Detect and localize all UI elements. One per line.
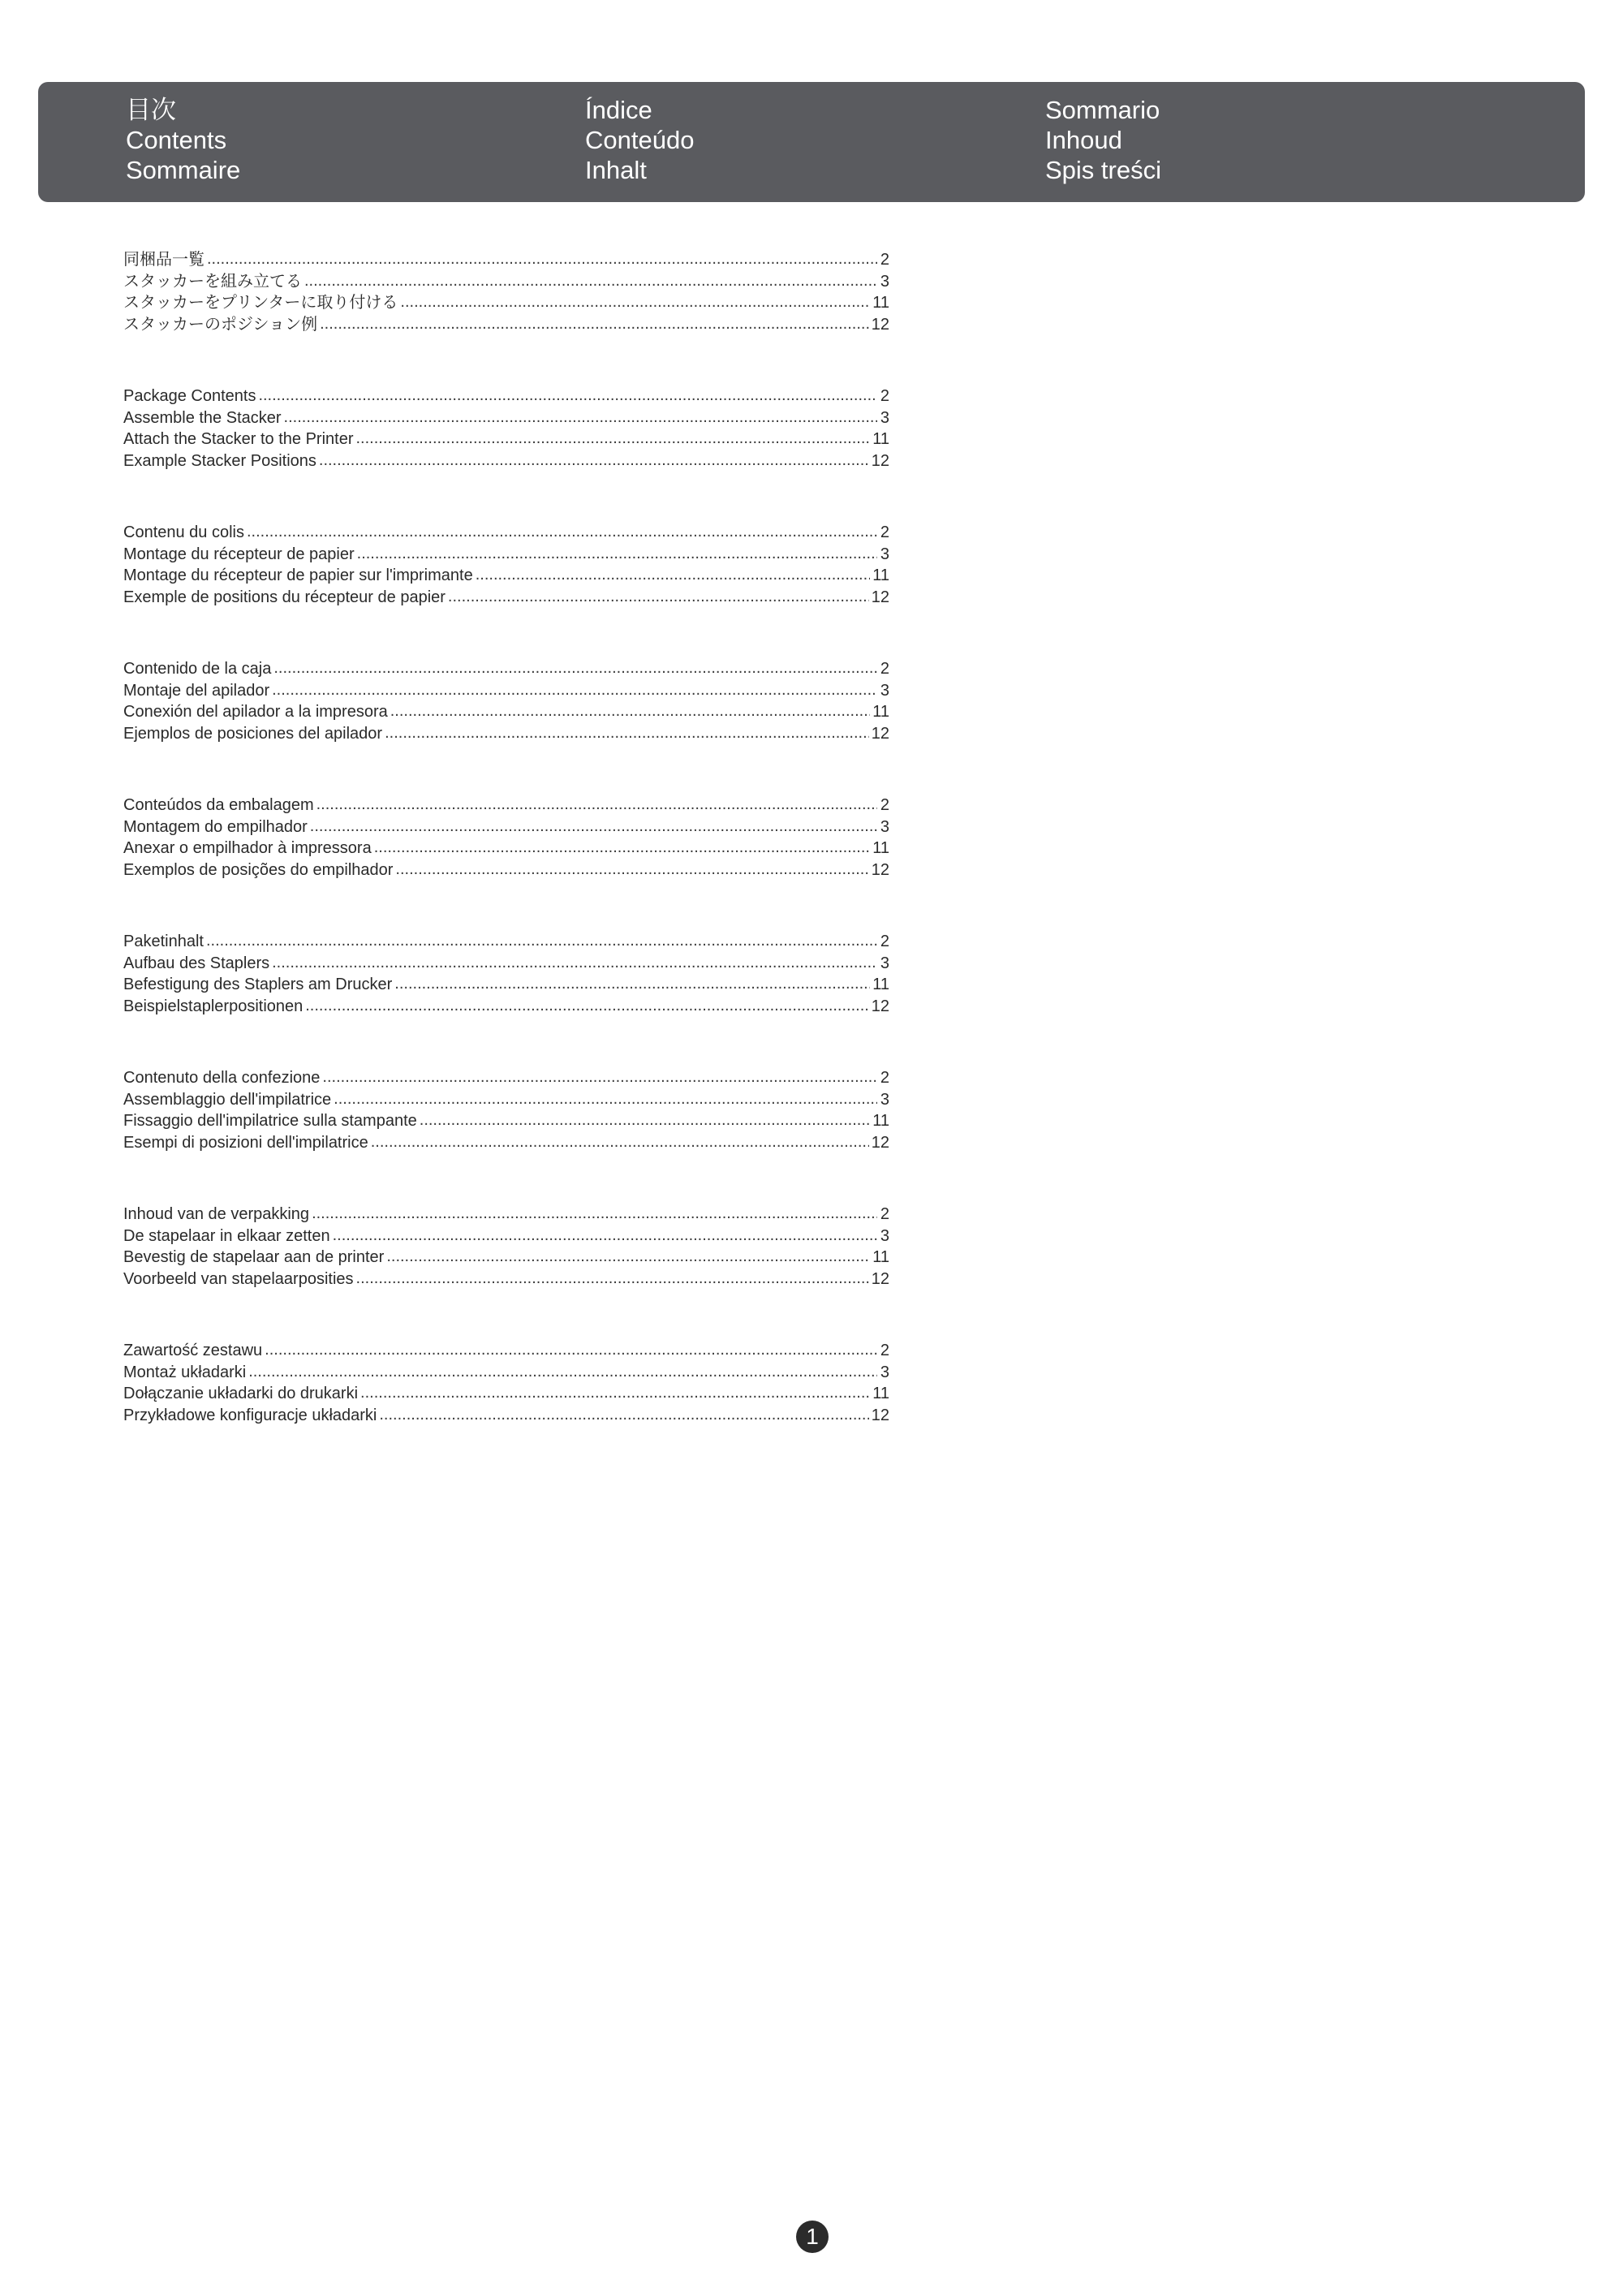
- toc-entry-page-number: 12: [871, 860, 889, 879]
- toc-entry-page-number: 11: [872, 839, 889, 857]
- toc-entry-page-number: 3: [880, 408, 889, 427]
- toc-entry[interactable]: [123, 996, 889, 1018]
- header-heading: Sommaire: [126, 156, 241, 184]
- toc-entry-title: Paketinhalt: [123, 933, 204, 950]
- toc-entry-page-number: 12: [871, 1133, 889, 1152]
- toc-entry-title: Fissaggio dell'impilatrice sulla stampante: [123, 1112, 417, 1130]
- toc-entry-title: Ejemplos de posiciones del apilador: [123, 724, 383, 743]
- toc-entry[interactable]: [123, 701, 889, 723]
- toc-entry[interactable]: [123, 1132, 889, 1154]
- toc-entry-title: Voorbeeld van stapelaarposities: [123, 1269, 354, 1288]
- toc-dot-leader: [448, 586, 869, 608]
- toc-entry-page-number: 2: [880, 387, 889, 405]
- toc-entry-page-number: 11: [872, 1248, 889, 1266]
- toc-entry-title: Example Stacker Positions: [123, 451, 316, 470]
- toc-entry-page-number: 11: [872, 430, 889, 448]
- toc-entry-title: Contenido de la caja: [123, 660, 272, 678]
- toc-entry[interactable]: [123, 838, 889, 859]
- toc-dot-leader: [272, 952, 877, 974]
- toc-entry-title: Esempi di posizioni dell'impilatrice: [123, 1133, 368, 1152]
- toc-language-group: [123, 386, 889, 472]
- toc-dot-leader: [258, 385, 877, 407]
- toc-dot-leader: [333, 1225, 877, 1247]
- toc-dot-leader: [356, 1268, 869, 1290]
- toc-entry-page-number: 12: [871, 997, 889, 1015]
- toc-dot-leader: [322, 1066, 877, 1088]
- toc-entry[interactable]: [123, 565, 889, 587]
- toc-language-group: [123, 1067, 889, 1153]
- header-column-2: [585, 95, 694, 185]
- toc-entry-page-number: 12: [871, 588, 889, 606]
- toc-entry-page-number: 11: [872, 976, 889, 993]
- toc-dot-leader: [390, 700, 870, 722]
- toc-entry-page-number: 2: [880, 1342, 889, 1359]
- toc-entry[interactable]: [123, 1226, 889, 1247]
- toc-dot-leader: [420, 1109, 870, 1131]
- toc-language-group: [123, 1340, 889, 1426]
- header-heading: Conteúdo: [585, 126, 695, 154]
- toc-entry[interactable]: [123, 450, 889, 472]
- toc-entry-title: Attach the Stacker to the Printer: [123, 430, 354, 448]
- toc-entry-title: Beispielstaplerpositionen: [123, 997, 304, 1015]
- toc-entry[interactable]: [123, 544, 889, 566]
- toc-entry-page-number: 2: [880, 251, 889, 269]
- toc-dot-leader: [395, 859, 868, 881]
- toc-dot-leader: [310, 816, 877, 838]
- header-column-3: [1045, 95, 1161, 185]
- toc-entry-page-number: 2: [880, 1205, 889, 1223]
- header-heading: Sommario: [1045, 96, 1160, 124]
- toc-dot-leader: [320, 313, 869, 335]
- toc-entry-title: 同梱品一覧: [123, 251, 204, 269]
- toc-entry-page-number: 2: [880, 523, 889, 541]
- toc-entry-page-number: 11: [872, 566, 889, 584]
- toc-dot-leader: [247, 521, 877, 543]
- toc-entry[interactable]: [123, 1247, 889, 1269]
- toc-entry-title: Bevestig de stapelaar aan de printer: [123, 1248, 385, 1266]
- toc-entry-title: スタッカーのポジション例: [123, 315, 318, 334]
- toc-language-group: [123, 795, 889, 881]
- toc-language-group: [123, 1204, 889, 1290]
- toc-dot-leader: [400, 291, 870, 313]
- toc-entry-title: De stapelaar in elkaar zetten: [123, 1226, 330, 1245]
- toc-entry-title: Montagem do empilhador: [123, 817, 308, 836]
- toc-entry-page-number: 2: [880, 933, 889, 950]
- toc-entry-title: Anexar o empilhador à impressora: [123, 839, 372, 857]
- toc-language-group: [123, 522, 889, 608]
- toc-entry-title: Assemblaggio dell'impilatrice: [123, 1090, 332, 1109]
- toc-entry-title: Conexión del apilador a la impresora: [123, 703, 388, 721]
- toc-dot-leader: [316, 794, 877, 816]
- toc-entry[interactable]: [123, 249, 889, 271]
- toc-entry-title: Befestigung des Staplers am Drucker: [123, 976, 393, 993]
- toc-entry[interactable]: [123, 1383, 889, 1405]
- toc-entry-title: Exemplos de posições do empilhador: [123, 860, 394, 879]
- toc-entry-title: Montage du récepteur de papier sur l'imprimante: [123, 566, 473, 584]
- toc-entry-title: Aufbau des Staplers: [123, 954, 270, 972]
- toc-entry[interactable]: [123, 522, 889, 544]
- toc-dot-leader: [371, 1131, 869, 1153]
- toc-entry-title: Contenu du colis: [123, 523, 244, 541]
- toc-entry-title: Inhoud van de verpakking: [123, 1205, 310, 1223]
- toc-dot-leader: [207, 248, 877, 270]
- toc-entry-title: Przykładowe konfiguracje układarki: [123, 1406, 377, 1424]
- toc-entry-title: Exemple de positions du récepteur de papier: [123, 588, 446, 606]
- toc-dot-leader: [334, 1088, 877, 1110]
- toc-entry-title: Assemble the Stacker: [123, 408, 282, 427]
- toc-entry-page-number: 12: [871, 1406, 889, 1424]
- toc-entry-title: Conteúdos da embalagem: [123, 796, 314, 814]
- header-heading: Inhoud: [1045, 126, 1122, 154]
- header-column-1: [126, 95, 240, 185]
- toc-entry[interactable]: [123, 859, 889, 881]
- header-heading: Índice: [585, 96, 652, 124]
- toc-entry-page-number: 3: [880, 954, 889, 972]
- toc-entry-title: スタッカーを組み立てる: [123, 272, 302, 291]
- toc-entry-page-number: 3: [880, 1226, 889, 1245]
- toc-entry[interactable]: [123, 1089, 889, 1111]
- toc-entry-page-number: 11: [872, 294, 889, 312]
- toc-dot-leader: [265, 1339, 877, 1361]
- toc-entry[interactable]: [123, 931, 889, 953]
- toc-entry-page-number: 12: [871, 315, 889, 334]
- toc-entry[interactable]: [123, 407, 889, 429]
- toc-entry-page-number: 3: [880, 1090, 889, 1109]
- header-heading: 目次: [126, 96, 176, 124]
- toc-entry[interactable]: [123, 1204, 889, 1226]
- toc-entry-page-number: 11: [872, 703, 889, 721]
- contents-header-banner: [38, 82, 1585, 202]
- toc-entry-page-number: 11: [872, 1112, 889, 1130]
- toc-dot-leader: [206, 930, 877, 952]
- toc-entry-title: スタッカーをプリンターに取り付ける: [123, 294, 398, 312]
- toc-entry[interactable]: [123, 795, 889, 816]
- toc-dot-leader: [273, 657, 877, 679]
- toc-entry[interactable]: [123, 1340, 889, 1362]
- toc-entry-page-number: 12: [871, 724, 889, 743]
- toc-entry-title: Package Contents: [123, 387, 256, 405]
- toc-dot-leader: [305, 995, 869, 1017]
- toc-entry[interactable]: [123, 953, 889, 975]
- toc-dot-leader: [360, 1382, 870, 1404]
- header-heading: Spis treści: [1045, 156, 1161, 184]
- toc-entry-page-number: 11: [872, 1385, 889, 1402]
- toc-language-group: [123, 249, 889, 335]
- toc-dot-leader: [355, 428, 870, 450]
- toc-entry[interactable]: [123, 1405, 889, 1427]
- toc-dot-leader: [312, 1203, 877, 1225]
- toc-dot-leader: [379, 1404, 868, 1426]
- toc-language-group: [123, 658, 889, 744]
- toc-entry[interactable]: [123, 429, 889, 450]
- toc-entry[interactable]: [123, 658, 889, 680]
- toc-entry[interactable]: [123, 1269, 889, 1290]
- toc-entry-title: Dołączanie układarki do drukarki: [123, 1385, 359, 1402]
- table-of-contents: [123, 249, 889, 1476]
- toc-dot-leader: [374, 837, 871, 859]
- toc-entry-title: Montaż układarki: [123, 1363, 247, 1381]
- toc-entry[interactable]: [123, 1362, 889, 1384]
- toc-entry-page-number: 2: [880, 796, 889, 814]
- header-heading: Inhalt: [585, 156, 647, 184]
- toc-entry-title: Montaje del apilador: [123, 681, 270, 700]
- toc-dot-leader: [284, 407, 877, 429]
- toc-dot-leader: [394, 973, 870, 995]
- toc-entry-title: Montage du récepteur de papier: [123, 545, 355, 563]
- toc-dot-leader: [386, 1246, 870, 1268]
- toc-dot-leader: [272, 679, 877, 701]
- toc-entry-page-number: 12: [871, 451, 889, 470]
- toc-dot-leader: [319, 450, 869, 472]
- toc-entry[interactable]: [123, 723, 889, 745]
- toc-entry-page-number: 3: [880, 1363, 889, 1381]
- toc-entry[interactable]: [123, 680, 889, 702]
- toc-entry[interactable]: [123, 1110, 889, 1132]
- toc-dot-leader: [385, 722, 869, 744]
- toc-dot-leader: [248, 1361, 877, 1383]
- toc-entry-page-number: 3: [880, 272, 889, 291]
- toc-dot-leader: [476, 564, 871, 586]
- toc-dot-leader: [357, 543, 877, 565]
- toc-entry-page-number: 2: [880, 1069, 889, 1087]
- toc-entry-page-number: 12: [871, 1269, 889, 1288]
- toc-entry[interactable]: [123, 974, 889, 996]
- toc-language-group: [123, 931, 889, 1017]
- toc-entry-page-number: 3: [880, 545, 889, 563]
- toc-dot-leader: [304, 270, 877, 292]
- toc-entry-title: Zawartość zestawu: [123, 1342, 263, 1359]
- toc-entry[interactable]: [123, 271, 889, 293]
- toc-entry[interactable]: [123, 386, 889, 407]
- toc-entry-title: Contenuto della confezione: [123, 1069, 321, 1087]
- toc-entry-page-number: 3: [880, 681, 889, 700]
- toc-entry[interactable]: [123, 1067, 889, 1089]
- toc-entry[interactable]: [123, 587, 889, 609]
- page-number-badge: 1: [796, 2221, 829, 2253]
- toc-entry-page-number: 2: [880, 660, 889, 678]
- toc-entry[interactable]: [123, 314, 889, 336]
- toc-entry[interactable]: [123, 292, 889, 314]
- toc-entry[interactable]: [123, 816, 889, 838]
- toc-entry-page-number: 3: [880, 817, 889, 836]
- header-heading: Contents: [126, 126, 227, 154]
